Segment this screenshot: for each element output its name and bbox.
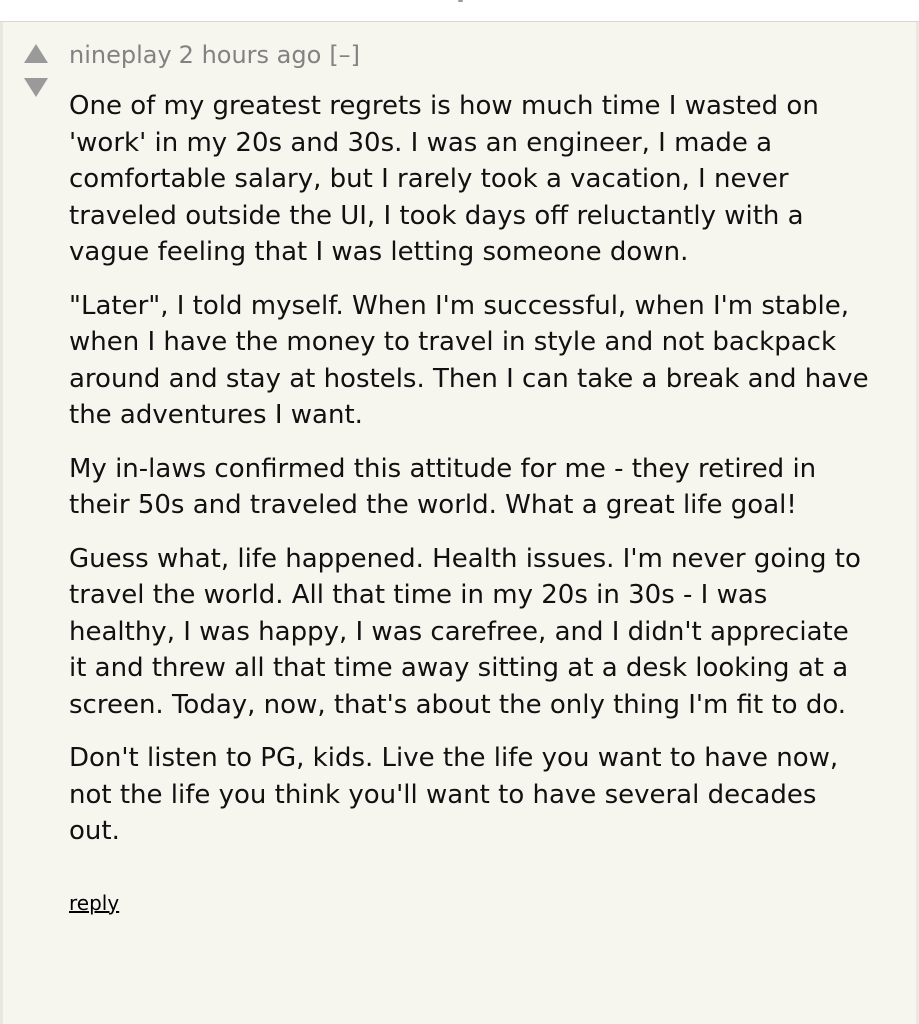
top-bar (0, 0, 919, 22)
top-bar-marker (458, 0, 463, 2)
downvote-arrow-icon[interactable] (24, 78, 48, 97)
upvote-arrow-icon[interactable] (24, 44, 48, 63)
comment-paragraph: Guess what, life happened. Health issues. I'm never going to travel the world. All that time in my 20s in 30s - I was healthy, I was happy, I was carefree, and I didn't appreciate it and threw all that time away sitting at a desk looking at a screen. Today, now, that's about the only thing I'm fit to do. (69, 543, 861, 720)
comment-author[interactable]: nineplay (69, 41, 172, 69)
comment (69, 38, 869, 915)
vote-controls (24, 44, 50, 97)
comment-paragraph: Don't listen to PG, kids. Live the life you want to have now, not the life you think you'll want to have several decades out. (69, 743, 839, 846)
reply-link[interactable]: reply (69, 890, 120, 915)
collapse-toggle[interactable]: [–] (329, 41, 361, 69)
comment-paragraph: "Later", I told myself. When I'm successful, when I'm stable, when I have the money to travel in style and not backpack around and stay at hostels. Then I can take a break and have the adventures I want. (69, 290, 869, 430)
comment-paragraph: One of my greatest regrets is how much time I wasted on 'work' in my 20s and 30s. I was an engineer, I made a comfortable salary, but I rarely took a vacation, I never traveled outside the UI, I took days off reluctantly with a vague feeling that I was letting someone down. (69, 91, 819, 267)
comment-paragraph: My in-laws confirmed this attitude for me - they retired in their 50s and traveled the world. What a great life goal! (69, 453, 817, 520)
comment-text (69, 88, 869, 850)
frame-left-edge (0, 22, 3, 1024)
comment-meta (69, 38, 869, 72)
comment-age[interactable]: 2 hours ago (178, 41, 322, 69)
